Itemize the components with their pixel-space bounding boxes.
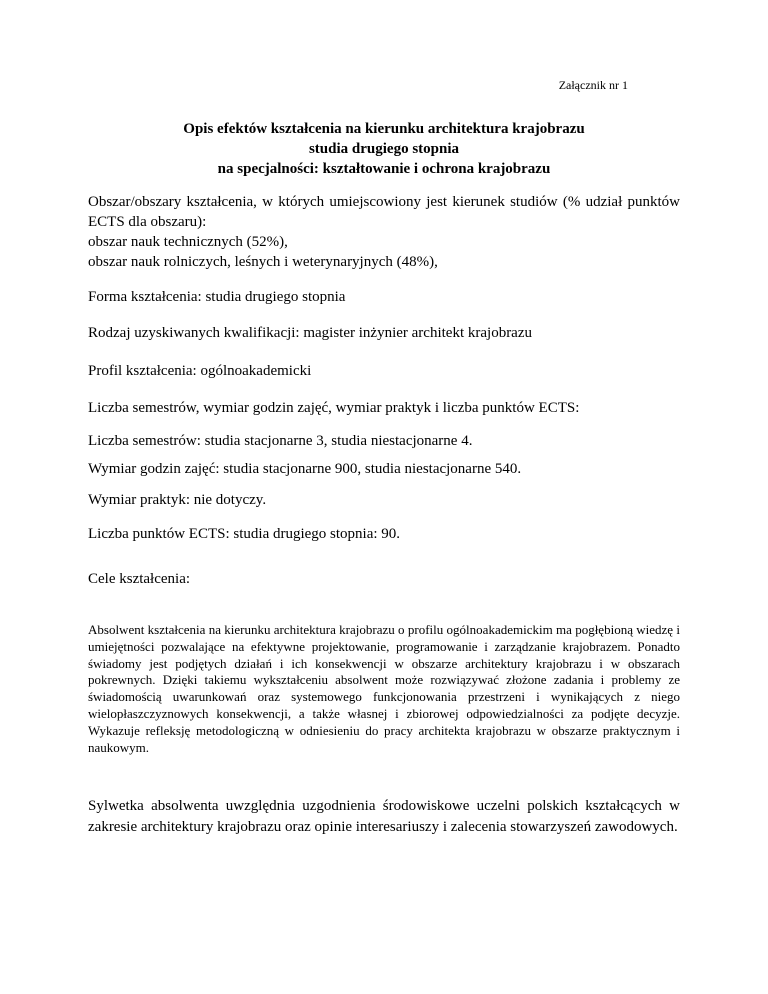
goals-heading: Cele kształcenia: [88,571,191,587]
areas-item-technical: obszar nauk technicznych (52%), [88,234,288,250]
qualification-type: Rodzaj uzyskiwanych kwalifikacji: magister inżynier architekt krajobrazu [88,325,533,341]
title-line-3: na specjalności: kształtowanie i ochrona krajobrazu [217,161,551,177]
semesters-heading: Liczba semestrów, wymiar godzin zajęć, wymiar praktyk i liczba punktów ECTS: [88,400,580,416]
title-line-2: studia drugiego stopnia [308,141,460,157]
study-profile: Profil kształcenia: ogólnoakademicki [88,363,312,379]
title-line-1: Opis efektów kształcenia na kierunku architektura krajobrazu [183,121,585,137]
areas-intro: Obszar/obszary kształcenia, w których umiejscowiony jest kierunek studiów (% udział punktów ECTS dla obszaru): [88,194,680,230]
goals-text: Absolwent kształcenia na kierunku architektura krajobrazu o profilu ogólnoakademickim ma pogłębioną wiedzę i umiejętności pozwalające na efektywne projektowanie, programowanie i zarządzanie krajobrazem. Ponadto świadomy jest podjętych działań i ich konsekwencji w obszarze architektury krajobrazu i w obszarach pokrewnych. Dzięki takiemu wykształceniu absolwent może rozwiązywać złożone zadania i problemy ze świadomością uwarunkowań oraz systemowego funkcjonowania przestrzeni i wynikających z niego wielopłaszczyznowych konsekwencji, a także własnej i zbiorowej odpowiedzialności za podjęte decyzje. Wykazuje refleksję metodologiczną w odniesieniu do pracy architekta krajobrazu w obszarze praktycznym i naukowym. [88,622,680,755]
class-hours: Wymiar godzin zajęć: studia stacjonarne 900, studia niestacjonarne 540. [88,461,522,477]
areas-section [88,192,680,272]
semesters-count: Liczba semestrów: studia stacjonarne 3, studia niestacjonarne 4. [88,433,473,449]
graduate-profile-note: Sylwetka absolwenta uwzględnia uzgodnienia środowiskowe uczelni polskich kształcących w zakresie architektury krajobrazu oraz opinie interesariuszy i zalecenia stowarzyszeń zawodowych. [88,798,680,835]
areas-item-agricultural: obszar nauk rolniczych, leśnych i weterynaryjnych (48%), [88,254,438,270]
document-title [88,119,680,179]
study-form: Forma kształcenia: studia drugiego stopnia [88,289,346,305]
practice-info: Wymiar praktyk: nie dotyczy. [88,492,267,508]
annex-label: Załącznik nr 1 [558,78,628,92]
ects-points: Liczba punktów ECTS: studia drugiego stopnia: 90. [88,526,401,542]
